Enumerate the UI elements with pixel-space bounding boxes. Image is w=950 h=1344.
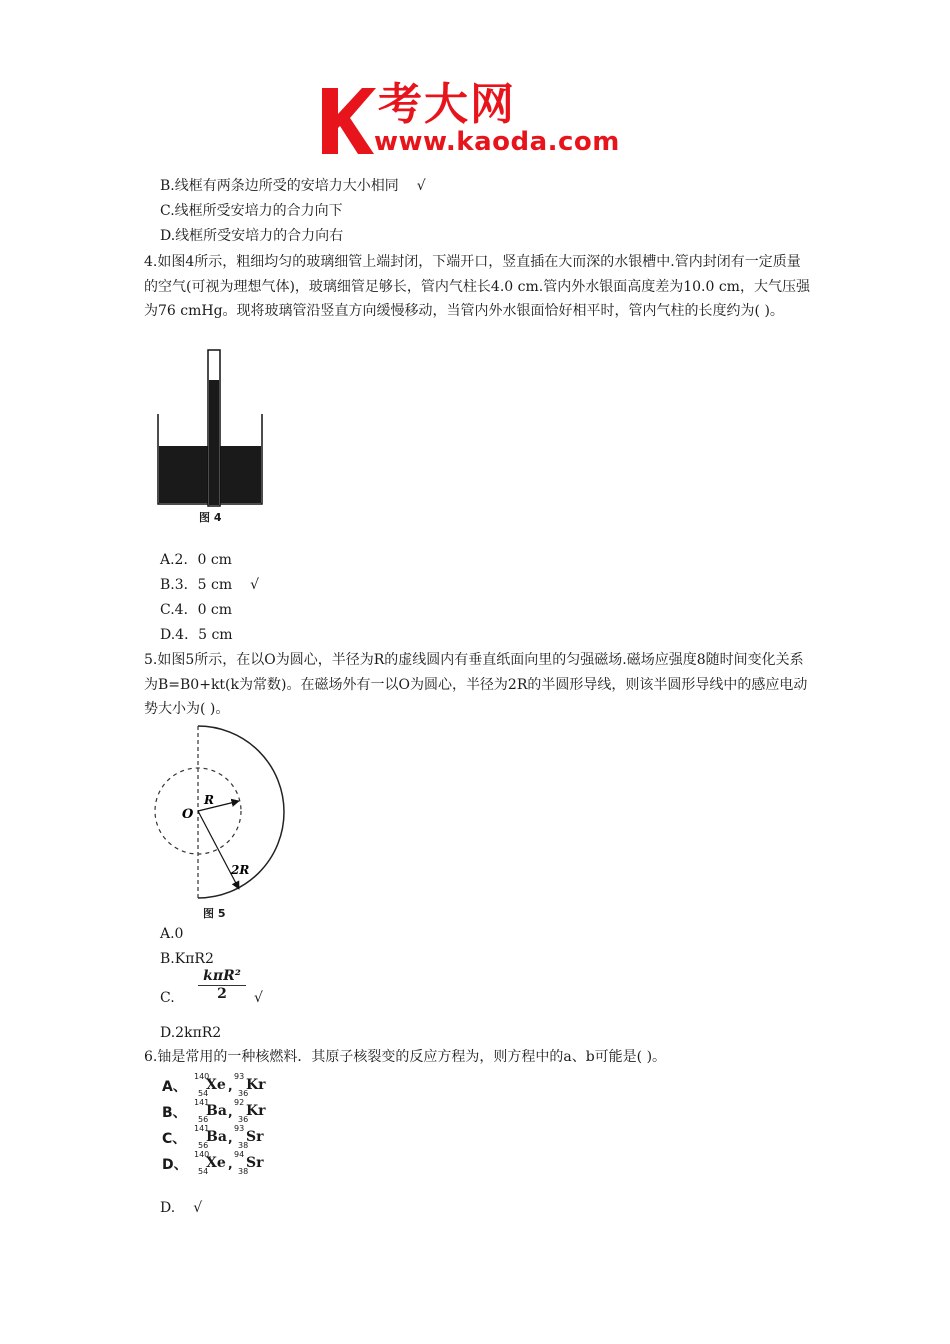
prev-option-d	[160, 226, 343, 246]
q4-option-c	[160, 600, 232, 620]
element-symbol: Ba	[206, 1103, 227, 1119]
label-r: R	[204, 793, 214, 807]
q4-option-b	[160, 575, 259, 595]
element-symbol: Xe	[206, 1077, 226, 1093]
nuclide	[192, 1072, 232, 1098]
element-symbol: Kr	[246, 1103, 266, 1119]
atomic-number: 36	[238, 1115, 249, 1124]
atomic-number: 54	[198, 1089, 209, 1098]
option-text: D.	[160, 1200, 176, 1216]
option-text: A.0	[160, 926, 184, 942]
check-mark: √	[250, 577, 260, 593]
mass-number: 141	[194, 1124, 210, 1133]
option-text: D.2kπR2	[160, 1025, 222, 1041]
element-symbol: Sr	[246, 1129, 264, 1145]
mass-number: 94	[234, 1150, 245, 1159]
nuclide	[232, 1150, 272, 1176]
option-text: C.线框所受安培力的合力向下	[160, 203, 343, 219]
comma: ,	[228, 1131, 233, 1145]
atomic-number: 36	[238, 1089, 249, 1098]
q5-option-a	[160, 924, 183, 944]
figure-4-caption: 图 4	[199, 511, 222, 524]
option-c-fraction	[198, 968, 246, 1002]
comma: ,	[228, 1157, 233, 1171]
atomic-number: 54	[198, 1167, 209, 1176]
element-symbol: Ba	[206, 1129, 227, 1145]
atomic-number: 56	[198, 1141, 209, 1150]
q5-stem: 5.如图5所示，在以O为圆心，半径为R的虚线圆内有垂直纸面向里的匀强磁场.磁场应强度8随时间变化关系为B=B0+kt(k为常数)。在磁场外有一以O为圆心，半径为2R的半圆形导线，则该半圆形导线中的感应电动势大小为( )。	[144, 652, 808, 717]
mass-number: 93	[234, 1072, 245, 1081]
atomic-number: 38	[238, 1167, 249, 1176]
element-symbol: Kr	[246, 1077, 266, 1093]
q5-option-c	[160, 988, 175, 1008]
mass-number: 141	[194, 1098, 210, 1107]
prev-option-c	[160, 201, 343, 221]
fraction-denominator: 2	[217, 986, 227, 1002]
choice-label: A、	[162, 1079, 187, 1095]
element-symbol: Sr	[246, 1155, 264, 1171]
q5-option-b	[160, 949, 214, 969]
q4-stem: 4.如图4所示，粗细均匀的玻璃细管上端封闭，下端开口，竖直插在大而深的水银槽中.管内封闭有一定质量的空气(可视为理想气体)，玻璃细管足够长，管内气柱长4.0 cm.管内外水银面高度差为10.0 cm，大气压强为76 cmHg。现将玻璃管沿竖直方向缓慢移动，当管内外水银面恰好相平时，管内气柱的长度约为( )。	[144, 254, 810, 319]
nuclide	[232, 1072, 272, 1098]
nuclide	[232, 1098, 272, 1124]
option-text: B.3．5 cm	[160, 577, 233, 593]
option-text: C.	[160, 990, 175, 1006]
q6-answer	[160, 1198, 202, 1218]
mass-number: 140	[194, 1150, 210, 1159]
choice-label: C、	[162, 1131, 187, 1147]
choice-label: B、	[162, 1105, 187, 1121]
figure-5-diagram	[150, 722, 290, 902]
label-center: O	[182, 807, 194, 822]
option-text: B.线框有两条边所受的安培力大小相同	[160, 178, 399, 194]
fraction-numerator: kπR²	[198, 968, 246, 986]
option-text: C.4．0 cm	[160, 602, 233, 618]
k-logo-icon	[318, 84, 378, 156]
atomic-number: 56	[198, 1115, 209, 1124]
q6-stem: 6.铀是常用的一种核燃料．其原子核裂变的反应方程为，则方程中的a、b可能是( )。	[144, 1049, 667, 1065]
q4-option-a	[160, 550, 232, 570]
prev-option-b	[160, 176, 426, 196]
check-mark: √	[416, 178, 426, 194]
option-text: D.线框所受安培力的合力向右	[160, 228, 344, 244]
element-symbol: Xe	[206, 1155, 226, 1171]
logo-brand: 考大网	[378, 79, 516, 130]
comma: ,	[228, 1079, 233, 1093]
nuclide	[192, 1098, 232, 1124]
nuclide	[192, 1124, 232, 1150]
comma: ,	[228, 1105, 233, 1119]
choice-label: D、	[162, 1157, 188, 1173]
option-text: D.4．5 cm	[160, 627, 233, 643]
nuclide	[192, 1150, 232, 1176]
mass-number: 93	[234, 1124, 245, 1133]
kaoda-logo	[318, 79, 648, 160]
figure-5-caption: 图 5	[203, 907, 226, 920]
atomic-number: 38	[238, 1141, 249, 1150]
option-text: B.KπR2	[160, 951, 214, 967]
nuclide	[232, 1124, 272, 1150]
figure-4-diagram	[152, 346, 268, 522]
mass-number: 140	[194, 1072, 210, 1081]
mass-number: 92	[234, 1098, 245, 1107]
q5-option-d	[160, 1023, 221, 1043]
q5-option-c-check: √	[254, 990, 263, 1006]
option-text: A.2．0 cm	[160, 552, 232, 568]
check-mark: √	[193, 1200, 203, 1216]
q4-option-d	[160, 625, 233, 645]
label-2r: 2R	[231, 863, 250, 877]
logo-url: www.kaoda.com	[374, 127, 620, 157]
